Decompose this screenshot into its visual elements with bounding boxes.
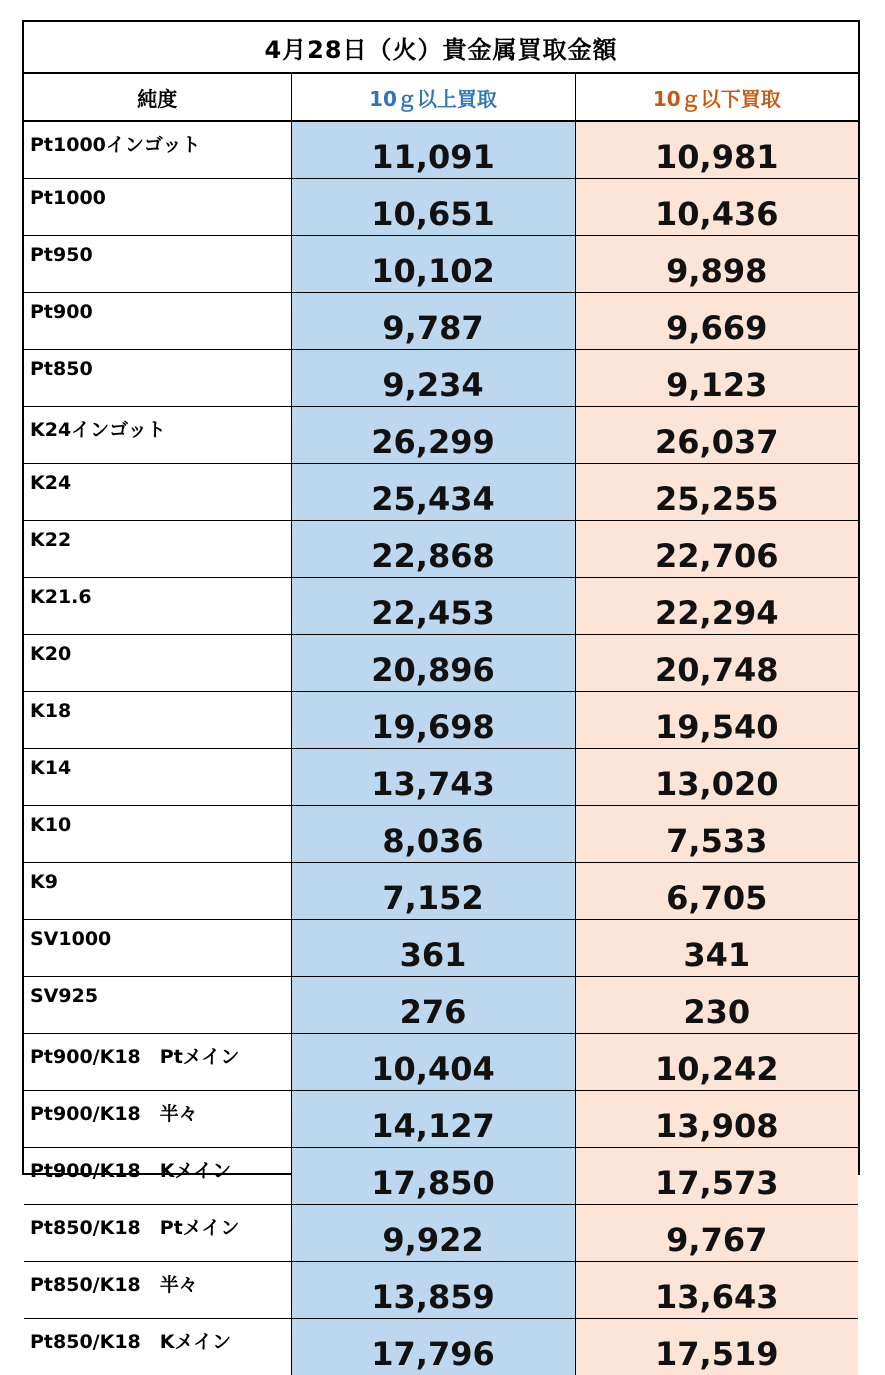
- over-10g-price: 9,234: [291, 350, 575, 407]
- table-row: [24, 1148, 858, 1205]
- purity-cell: Pt950: [24, 236, 291, 293]
- purity-cell: SV1000: [24, 920, 291, 977]
- table-row: [24, 977, 858, 1034]
- table-row: [24, 407, 858, 464]
- table-row: [24, 121, 858, 179]
- table-row: [24, 1205, 858, 1262]
- over-10g-price: 25,434: [291, 464, 575, 521]
- under-10g-price: 9,123: [575, 350, 858, 407]
- table-row: [24, 293, 858, 350]
- under-10g-price: 19,540: [575, 692, 858, 749]
- over-10g-price: 19,698: [291, 692, 575, 749]
- table-row: [24, 1319, 858, 1375]
- purity-cell: K10: [24, 806, 291, 863]
- over-10g-price: 10,404: [291, 1034, 575, 1091]
- table-row: [24, 179, 858, 236]
- header-row: [24, 74, 858, 121]
- table-row: [24, 236, 858, 293]
- table-row: [24, 692, 858, 749]
- under-10g-price: 341: [575, 920, 858, 977]
- table-row: [24, 749, 858, 806]
- under-10g-price: 9,898: [575, 236, 858, 293]
- over-10g-price: 17,850: [291, 1148, 575, 1205]
- under-10g-price: 20,748: [575, 635, 858, 692]
- purity-cell: K21.6: [24, 578, 291, 635]
- purity-cell: K9: [24, 863, 291, 920]
- under-10g-price: 7,533: [575, 806, 858, 863]
- purity-cell: K22: [24, 521, 291, 578]
- table-row: [24, 1091, 858, 1148]
- table-row: [24, 578, 858, 635]
- header-over-10g: 10ｇ以上買取: [291, 74, 575, 121]
- purity-cell: Pt900/K18 Ptメイン: [24, 1034, 291, 1091]
- over-10g-price: 11,091: [291, 121, 575, 179]
- under-10g-price: 10,436: [575, 179, 858, 236]
- over-10g-price: 9,787: [291, 293, 575, 350]
- purity-cell: Pt850/K18 Ptメイン: [24, 1205, 291, 1262]
- purity-cell: Pt1000インゴット: [24, 121, 291, 179]
- purity-cell: Pt850: [24, 350, 291, 407]
- purity-cell: Pt850/K18 Kメイン: [24, 1319, 291, 1375]
- over-10g-price: 22,453: [291, 578, 575, 635]
- over-10g-price: 8,036: [291, 806, 575, 863]
- under-10g-price: 25,255: [575, 464, 858, 521]
- purity-cell: K24インゴット: [24, 407, 291, 464]
- purity-cell: Pt1000: [24, 179, 291, 236]
- price-sheet: [22, 20, 860, 1175]
- under-10g-price: 6,705: [575, 863, 858, 920]
- purity-cell: Pt900/K18 Kメイン: [24, 1148, 291, 1205]
- purity-cell: Pt900: [24, 293, 291, 350]
- table-row: [24, 863, 858, 920]
- under-10g-price: 22,294: [575, 578, 858, 635]
- table-row: [24, 635, 858, 692]
- table-row: [24, 350, 858, 407]
- over-10g-price: 17,796: [291, 1319, 575, 1375]
- table-row: [24, 920, 858, 977]
- table-row: [24, 1034, 858, 1091]
- table-row: [24, 521, 858, 578]
- table-row: [24, 464, 858, 521]
- purity-cell: K20: [24, 635, 291, 692]
- purity-cell: SV925: [24, 977, 291, 1034]
- header-under-10g: 10ｇ以下買取: [575, 74, 858, 121]
- page-title: 4月28日（火）貴金属買取金額: [24, 22, 858, 74]
- over-10g-price: 13,743: [291, 749, 575, 806]
- under-10g-price: 17,573: [575, 1148, 858, 1205]
- purity-cell: K14: [24, 749, 291, 806]
- purity-cell: Pt850/K18 半々: [24, 1262, 291, 1319]
- under-10g-price: 230: [575, 977, 858, 1034]
- under-10g-price: 9,669: [575, 293, 858, 350]
- under-10g-price: 26,037: [575, 407, 858, 464]
- under-10g-price: 13,908: [575, 1091, 858, 1148]
- over-10g-price: 22,868: [291, 521, 575, 578]
- price-table: [24, 74, 858, 1375]
- over-10g-price: 10,651: [291, 179, 575, 236]
- header-purity: 純度: [24, 74, 291, 121]
- purity-cell: Pt900/K18 半々: [24, 1091, 291, 1148]
- over-10g-price: 14,127: [291, 1091, 575, 1148]
- over-10g-price: 7,152: [291, 863, 575, 920]
- over-10g-price: 26,299: [291, 407, 575, 464]
- under-10g-price: 10,242: [575, 1034, 858, 1091]
- over-10g-price: 20,896: [291, 635, 575, 692]
- over-10g-price: 361: [291, 920, 575, 977]
- under-10g-price: 10,981: [575, 121, 858, 179]
- under-10g-price: 13,643: [575, 1262, 858, 1319]
- purity-cell: K18: [24, 692, 291, 749]
- under-10g-price: 9,767: [575, 1205, 858, 1262]
- table-row: [24, 806, 858, 863]
- over-10g-price: 13,859: [291, 1262, 575, 1319]
- under-10g-price: 13,020: [575, 749, 858, 806]
- under-10g-price: 17,519: [575, 1319, 858, 1375]
- under-10g-price: 22,706: [575, 521, 858, 578]
- over-10g-price: 9,922: [291, 1205, 575, 1262]
- over-10g-price: 10,102: [291, 236, 575, 293]
- table-row: [24, 1262, 858, 1319]
- over-10g-price: 276: [291, 977, 575, 1034]
- purity-cell: K24: [24, 464, 291, 521]
